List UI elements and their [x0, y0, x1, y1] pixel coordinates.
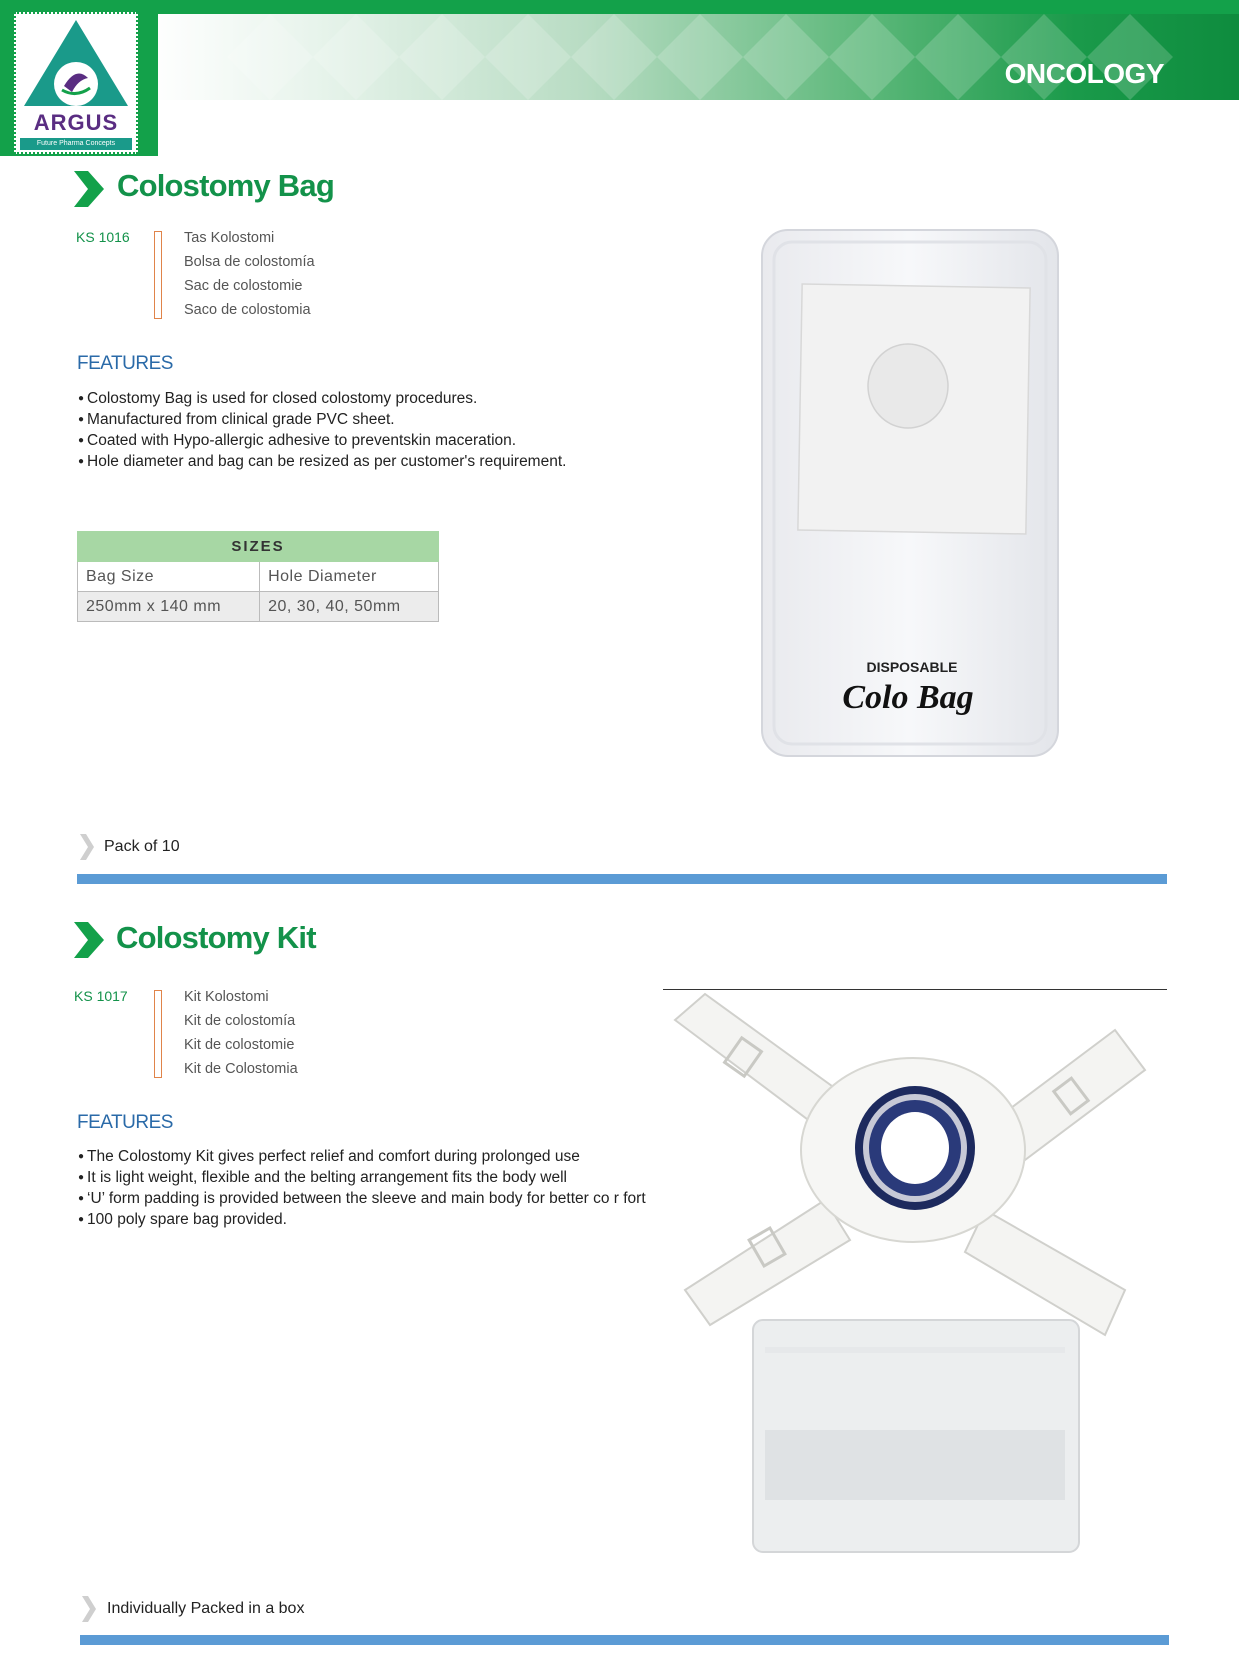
section-divider	[77, 874, 1167, 884]
code-divider-bar	[154, 990, 162, 1078]
translation-item: Tas Kolostomi	[184, 230, 275, 246]
feature-item: ● It is light weight, flexible and the belting arrangement fits the body well	[78, 1167, 646, 1188]
translation-item: Sac de colostomie	[184, 278, 303, 294]
section-divider	[80, 1635, 1169, 1645]
product-translations	[184, 985, 298, 1081]
logo-triangle-icon	[16, 14, 136, 114]
logo-brand: ARGUS	[33, 110, 119, 135]
translation-item: Kit de colostomía	[184, 1013, 296, 1029]
pack-label: Individually Packed in a box	[107, 1600, 305, 1617]
sizes-heading: SIZES	[78, 532, 439, 562]
product-title: Colostomy Kit	[116, 920, 316, 955]
table-cell: 20, 30, 40, 50mm	[260, 592, 439, 622]
table-cell: 250mm x 140 mm	[78, 592, 260, 622]
translation-item: Kit de Colostomia	[184, 1061, 298, 1077]
chevron-right-icon	[74, 171, 104, 207]
feature-item: ● Coated with Hypo-allergic adhesive to preventskin maceration.	[78, 430, 566, 451]
chevron-right-icon	[74, 922, 104, 958]
feature-item: ● Manufactured from clinical grade PVC sheet.	[78, 409, 566, 430]
feature-item: ● 100 poly spare bag provided.	[78, 1209, 646, 1230]
features-heading: FEATURES	[77, 353, 173, 374]
code-divider-bar	[154, 231, 162, 319]
logo-inner	[14, 12, 138, 154]
logo-tagline: Future Pharma Concepts	[20, 138, 132, 150]
product-title: Colostomy Bag	[117, 168, 334, 203]
header-band	[150, 14, 1239, 100]
translation-item: Kit Kolostomi	[184, 989, 269, 1005]
sizes-table	[77, 531, 439, 622]
product-code: KS 1017	[74, 988, 128, 1004]
product-translations	[184, 226, 315, 322]
translation-item: Bolsa de colostomía	[184, 254, 315, 270]
features-list	[78, 388, 566, 472]
feature-item: ● ‘U’ form padding is provided between the sleeve and main body for better co r fort	[78, 1188, 646, 1209]
section-title: ONCOLOGY	[1004, 58, 1164, 89]
column-header: Hole Diameter	[260, 562, 439, 592]
feature-item: ● Hole diameter and bag can be resized as per customer's requirement.	[78, 451, 566, 472]
chevron-right-icon	[80, 834, 94, 860]
features-list	[78, 1146, 646, 1230]
pack-label: Pack of 10	[104, 838, 180, 855]
logo[interactable]	[0, 0, 158, 156]
header-top-line	[0, 0, 1239, 14]
chevron-right-icon	[82, 1596, 96, 1622]
product-code: KS 1016	[76, 229, 130, 245]
feature-item: ● Colostomy Bag is used for closed colostomy procedures.	[78, 388, 566, 409]
bag-image-brand: Colo Bag	[842, 679, 974, 716]
translation-item: Kit de colostomie	[184, 1037, 295, 1053]
colostomy-kit-image	[665, 990, 1165, 1570]
colostomy-bag-image	[760, 228, 1060, 758]
translation-item: Saco de colostomia	[184, 302, 311, 318]
bag-image-label: DISPOSABLE	[866, 659, 958, 675]
feature-item: ● The Colostomy Kit gives perfect relief and comfort during prolonged use	[78, 1146, 646, 1167]
column-header: Bag Size	[78, 562, 260, 592]
features-heading: FEATURES	[77, 1112, 173, 1133]
